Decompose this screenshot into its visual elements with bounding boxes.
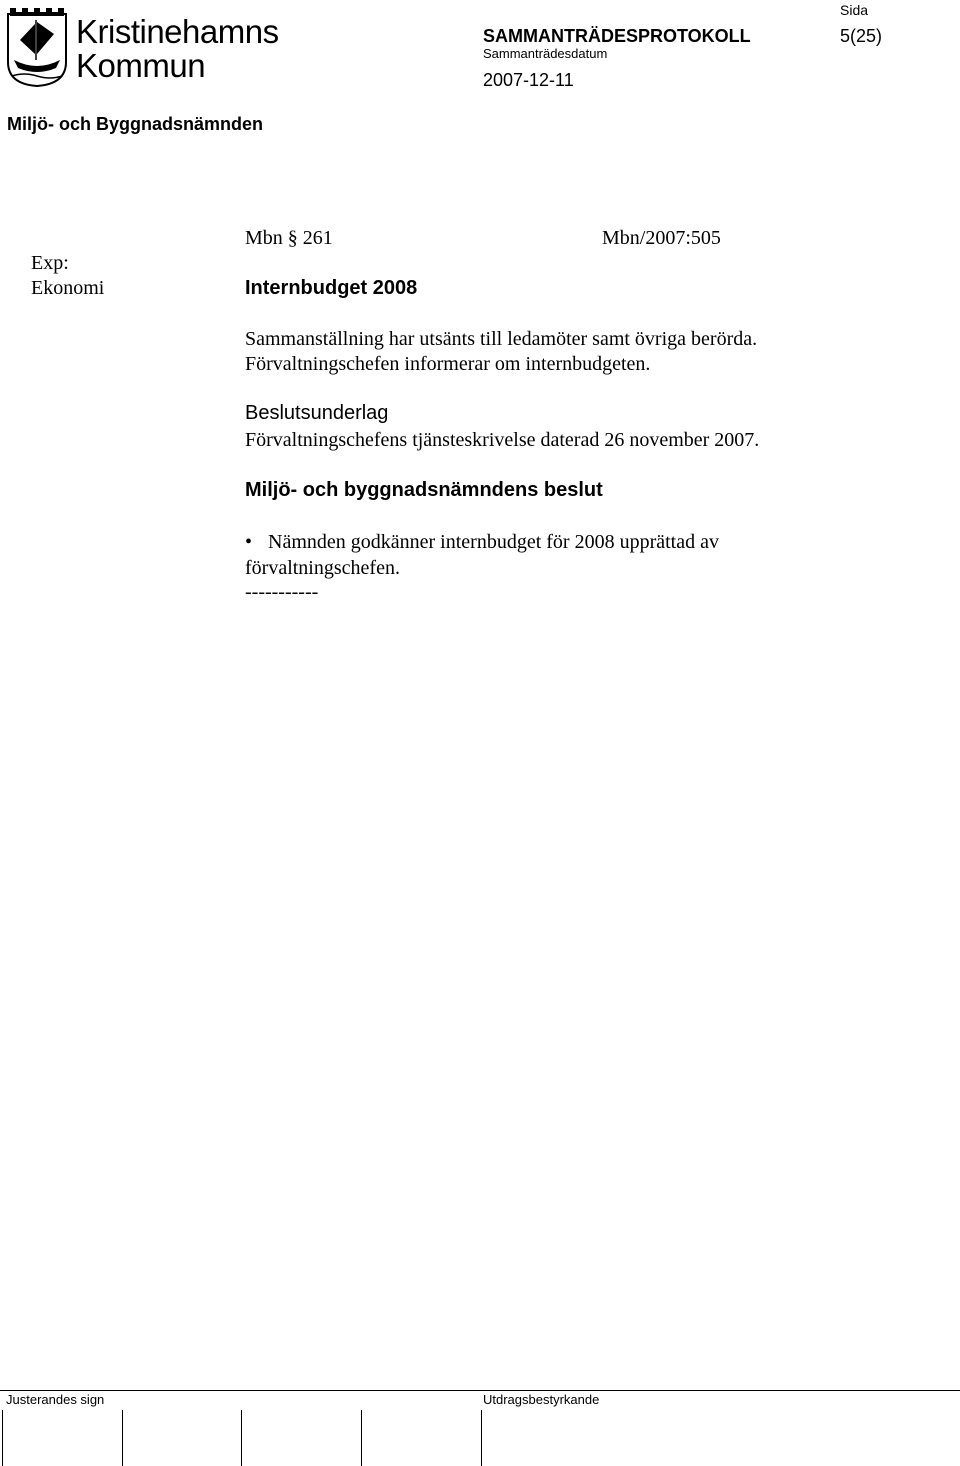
decision-bullet-continuation: förvaltningschefen. [245,557,400,579]
brand-name-line1: Kristinehamns [76,13,279,50]
expedition-recipient: Ekonomi [31,277,105,299]
bullet-marker: • [245,531,253,553]
municipality-crest-icon [6,4,68,88]
meeting-date-label: Sammanträdesdatum [483,46,608,61]
separator-dashes: ----------- [245,581,319,603]
paragraph-line: Förvaltningschefen informerar om internbudgeten. [245,353,651,375]
page-label: Sida [840,2,869,18]
item-number: Mbn § 261 [245,227,333,249]
decision-bullet-text: Nämnden godkänner internbudget för 2008 upprättad av [268,531,719,553]
expedition-label: Exp: [31,252,69,274]
signature-label: Justerandes sign [6,1392,105,1407]
decision-heading: Miljö- och byggnadsnämndens beslut [245,479,603,501]
brand-name-line2: Kommun [76,47,206,84]
meeting-date: 2007-12-11 [483,70,574,90]
document-title: SAMMANTRÄDESPROTOKOLL [483,26,751,46]
basis-text: Förvaltningschefens tjänsteskrivelse daterad 26 november 2007. [245,429,760,451]
footer-rule [0,1390,960,1391]
signature-box-divider [122,1410,123,1466]
committee-name: Miljö- och Byggnadsnämnden [7,114,264,134]
basis-heading: Beslutsunderlag [245,402,389,424]
diary-number: Mbn/2007:505 [602,227,721,249]
item-subject: Internbudget 2008 [245,277,418,299]
signature-box-divider [481,1410,482,1466]
page-number: 5(25) [840,26,883,46]
signature-box-divider [241,1410,242,1466]
extract-certification-label: Utdragsbestyrkande [483,1392,600,1407]
paragraph-line: Sammanställning har utsänts till ledamöter samt övriga berörda. [245,328,758,350]
signature-box-divider [2,1410,3,1466]
signature-box-divider [361,1410,362,1466]
